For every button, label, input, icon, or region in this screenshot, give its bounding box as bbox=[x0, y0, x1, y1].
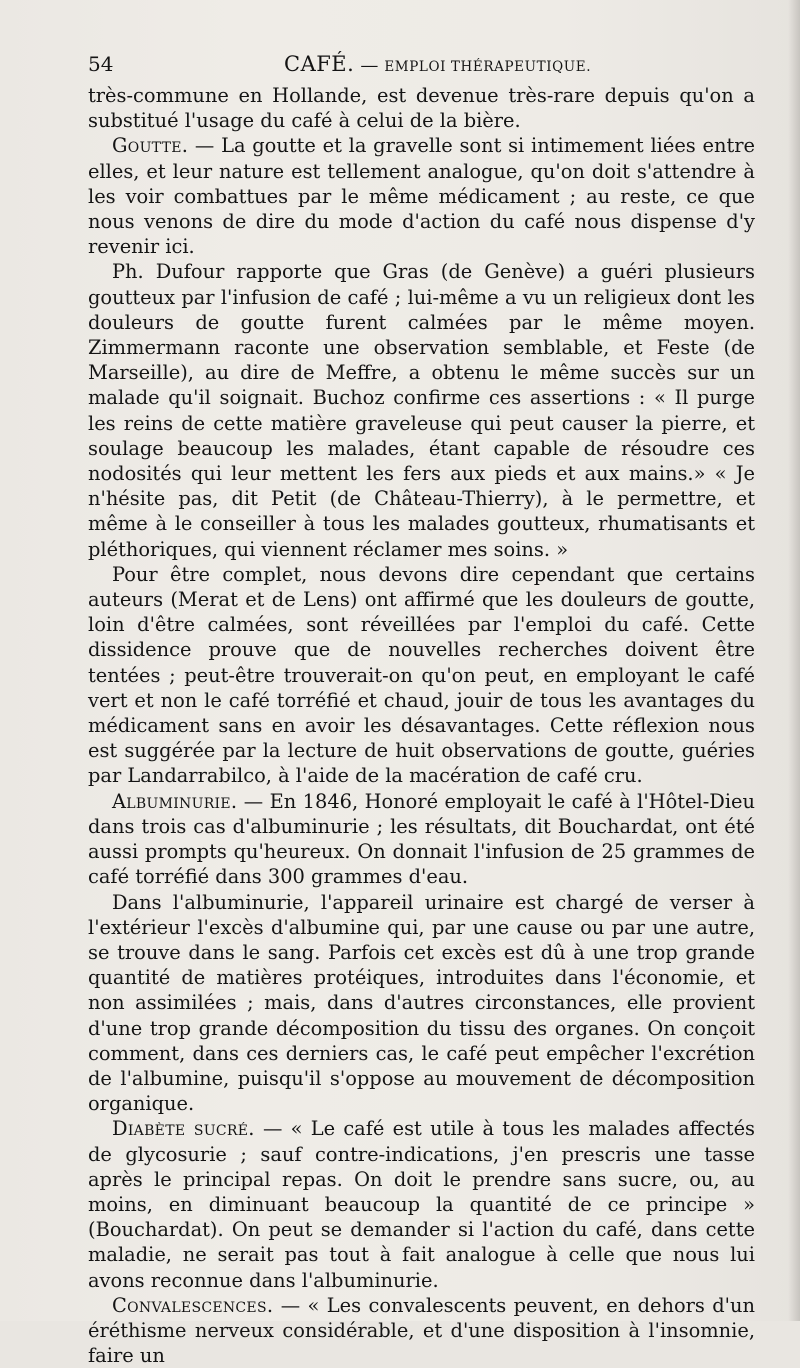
paragraph-goutte bbox=[88, 133, 755, 259]
paragraph-dufour bbox=[88, 259, 755, 561]
section-heading-albuminurie: Albuminurie. bbox=[112, 789, 238, 813]
page-number: 54 bbox=[88, 52, 114, 76]
paragraph-text: — « Les convalescents peuvent, en dehors d'un éréthisme nerveux considérable, et d'une disposition à l'insomnie, faire un bbox=[88, 1293, 755, 1368]
section-heading-diabete: Diabète sucré. bbox=[112, 1117, 255, 1141]
running-title bbox=[284, 52, 591, 76]
section-heading-convalescences: Convalescences. bbox=[112, 1293, 274, 1317]
running-header bbox=[88, 52, 748, 82]
paragraph-text: — « Le café est utile à tous les malades affectés de glycosurie ; sauf contre-indications, j'en prescris une tasse après le principal repas. On doit le prendre sans sucre, ou, au moins, en diminuant beaucoup la quantité de ce principe » (Bouchardat). On peut se demander si l'action du café, dans cette maladie, ne serait pas tout à fait analogue à celle que nous lui avons reconnue dans l'albuminurie. bbox=[88, 1117, 755, 1292]
paragraph-text: — La goutte et la gravelle sont si intimement liées entre elles, et leur nature est tellement analogue, qu'on doit s'attendre à les voir combattues par le même médicament ; au reste, ce que nous venons de dire du mode d'action du café nous dispense d'y revenir ici. bbox=[88, 134, 755, 259]
paragraph-text: Pour être complet, nous devons dire cependant que certains auteurs (Merat et de Lens) ont affirmé que les douleurs de goutte, loin d'être calmées, sont réveillées par l'emploi du café. Cette dissidence prouve que de nouvelles recherches doivent être tentées ; peut-être trouverait-on qu'on peut, en employant le café vert et non le café torréfié et chaud, jouir de tous les avantages du médicament sans en avoir les désavantages. Cette réflexion nous est suggérée par la lecture de huit observations de goutte, guéries par Landarrabilco, à l'aide de la macération de café cru. bbox=[88, 562, 755, 788]
paragraph-convalescences bbox=[88, 1293, 755, 1368]
running-title-separator: — bbox=[360, 55, 379, 76]
body-text bbox=[88, 83, 755, 1368]
paragraph-text: — En 1846, Honoré employait le café à l'Hôtel-Dieu dans trois cas d'albuminurie ; les résultats, dit Bouchardat, ont été aussi prompts qu'heureux. On donnait l'infusion de 25 grammes de café torréfié dans 300 grammes d'eau. bbox=[88, 789, 755, 889]
paragraph-continuation bbox=[88, 83, 755, 133]
paragraph-text: très-commune en Hollande, est devenue très-rare depuis qu'on a substitué l'usage du café à celui de la bière. bbox=[88, 84, 755, 133]
page-edge-shadow bbox=[788, 0, 800, 1321]
paragraph-text: Ph. Dufour rapporte que Gras (de Genève) a guéri plusieurs goutteux par l'infusion de café ; lui-même a vu un religieux dont les douleurs de goutte furent calmées par le même moyen. Zimmermann raconte une observation semblable, et Feste (de Marseille), au dire de Meffre, a obtenu le même succès sur un malade qu'il soignait. Buchoz confirme ces assertions : « Il purge les reins de cette matière graveleuse qui peut causer la pierre, et soulage beaucoup les malades, étant capable de résoudre ces nodosités qui leur mettent les fers aux pieds et aux mains.» « Je n'hésite pas, dit Petit (de Château-Thierry), à le permettre, et même à le conseiller à tous les malades goutteux, rhumatisants et pléthoriques, qui viennent réclamer mes soins. » bbox=[88, 260, 755, 561]
section-heading-goutte: Goutte. bbox=[112, 134, 189, 158]
paragraph-albuminurie bbox=[88, 789, 755, 890]
running-title-subtitle: EMPLOI THÉRAPEUTIQUE. bbox=[384, 59, 592, 75]
paragraph-albuminurie-detail bbox=[88, 890, 755, 1117]
paragraph-diabete bbox=[88, 1116, 755, 1292]
running-title-main: CAFÉ. bbox=[284, 52, 355, 76]
paragraph-complet bbox=[88, 562, 755, 789]
paragraph-text: Dans l'albuminurie, l'appareil urinaire est chargé de verser à l'extérieur l'excès d'albumine qui, par une cause ou par une autre, se trouve dans le sang. Parfois cet excès est dû à une trop grande quantité de matières protéiques, introduites dans l'économie, et non assimilées ; mais, dans d'autres circonstances, elle provient d'une trop grande décomposition du tissu des organes. On conçoit comment, dans ces derniers cas, le café peut empêcher l'excrétion de l'albumine, puisqu'il s'oppose au mouvement de décomposition organique. bbox=[88, 890, 755, 1116]
